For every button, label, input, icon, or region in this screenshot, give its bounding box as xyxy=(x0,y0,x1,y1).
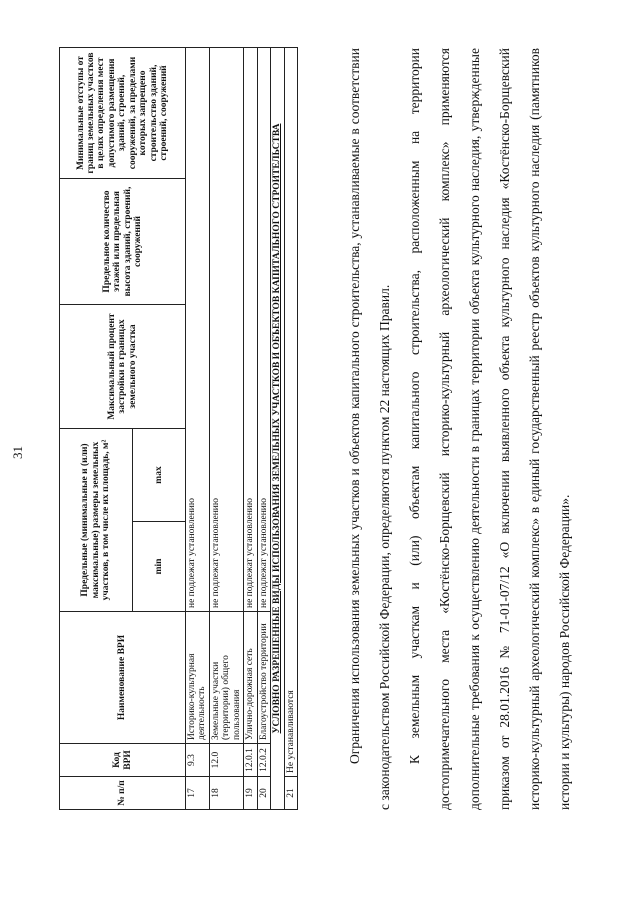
paragraph: Ограничения использования земельных участков и объектов капитального строительства, устанавливаемые в соответствии с законодательством Российской Федерации, определяются пунктом 22 настоящих Правил. xyxy=(347,48,392,810)
zoning-table xyxy=(59,47,298,810)
row-name: Земельные участки (территории) общего пользования xyxy=(209,612,243,744)
row-num: 18 xyxy=(209,777,243,810)
row-code: 12.0.2 xyxy=(257,744,270,777)
section-heading-row xyxy=(271,48,284,810)
row-size: не подлежат установлению xyxy=(257,48,270,612)
header-size-group: Предельные (минимальные и (или) максимальные) размеры земельных участков, в том числе их площадь, м² xyxy=(60,429,133,612)
row-size: не подлежат установлению xyxy=(209,48,243,612)
table-row xyxy=(257,48,270,810)
row-text: Не устанавливаются xyxy=(284,48,297,777)
row-size: не подлежат установлению xyxy=(186,48,210,612)
header-max: max xyxy=(133,429,186,522)
row-code: 12.0.1 xyxy=(244,744,257,777)
paragraph: К земельным участкам и (или) объектам капитального строительства, расположенным на территории достопримечательного места «Костёнско-Борщевский историко-культурный археологический комплекс» применяются дополнительные требования к осуществлению деятельности в границах территории объекта культурного наследия, утвержденные приказом от 28.01.2016 № 71-01-07/12 «О включении выявленного объекта культурного наследия «Костёнско-Борщевский историко-культурный археологический комплекс» в единый государственный реестр объектов культурного наследия (памятников истории и культуры) народов Российской Федерации». xyxy=(407,48,572,810)
header-build-pct: Максимальный процент застройки в границах земельного участка xyxy=(60,305,186,429)
table-header-row xyxy=(60,48,133,810)
row-code: 9.3 xyxy=(186,744,210,777)
header-setbacks: Минимальные отступы от границ земельных участков в целях определения мест допустимого размещения зданий, строений, сооружений, за пределами которых запрещено строительство зданий, строений, сооружений xyxy=(60,48,186,179)
table-row xyxy=(244,48,257,810)
row-num: 21 xyxy=(284,777,297,810)
section-heading: УСЛОВНО РАЗРЕШЕННЫЕ ВИДЫ ИСПОЛЬЗОВАНИЯ ЗЕМЕЛЬНЫХ УЧАСТКОВ И ОБЪЕКТОВ КАПИТАЛЬНОГО СТРОИТЕЛЬСТВА xyxy=(271,48,284,810)
header-code: Код ВРИ xyxy=(60,744,186,777)
header-min: min xyxy=(133,522,186,612)
row-code: 12.0 xyxy=(209,744,243,777)
page-number: 31 xyxy=(10,446,25,459)
row-name: Благоустройство территории xyxy=(257,612,270,744)
table-row xyxy=(209,48,243,810)
table-row xyxy=(186,48,210,810)
body-text xyxy=(340,48,580,810)
row-num: 19 xyxy=(244,777,257,810)
header-num: № п/п xyxy=(60,777,186,810)
row-num: 17 xyxy=(186,777,210,810)
row-name: Улично-дорожная сеть xyxy=(244,612,257,744)
header-floors: Предельное количество этажей или предельная высота зданий, строений, сооружений xyxy=(60,179,186,305)
row-name: Историко-культурная деятельность xyxy=(186,612,210,744)
row-size: не подлежат установлению xyxy=(244,48,257,612)
row-num: 20 xyxy=(257,777,270,810)
header-name: Наименование ВРИ xyxy=(60,612,186,744)
table-row xyxy=(284,48,297,810)
